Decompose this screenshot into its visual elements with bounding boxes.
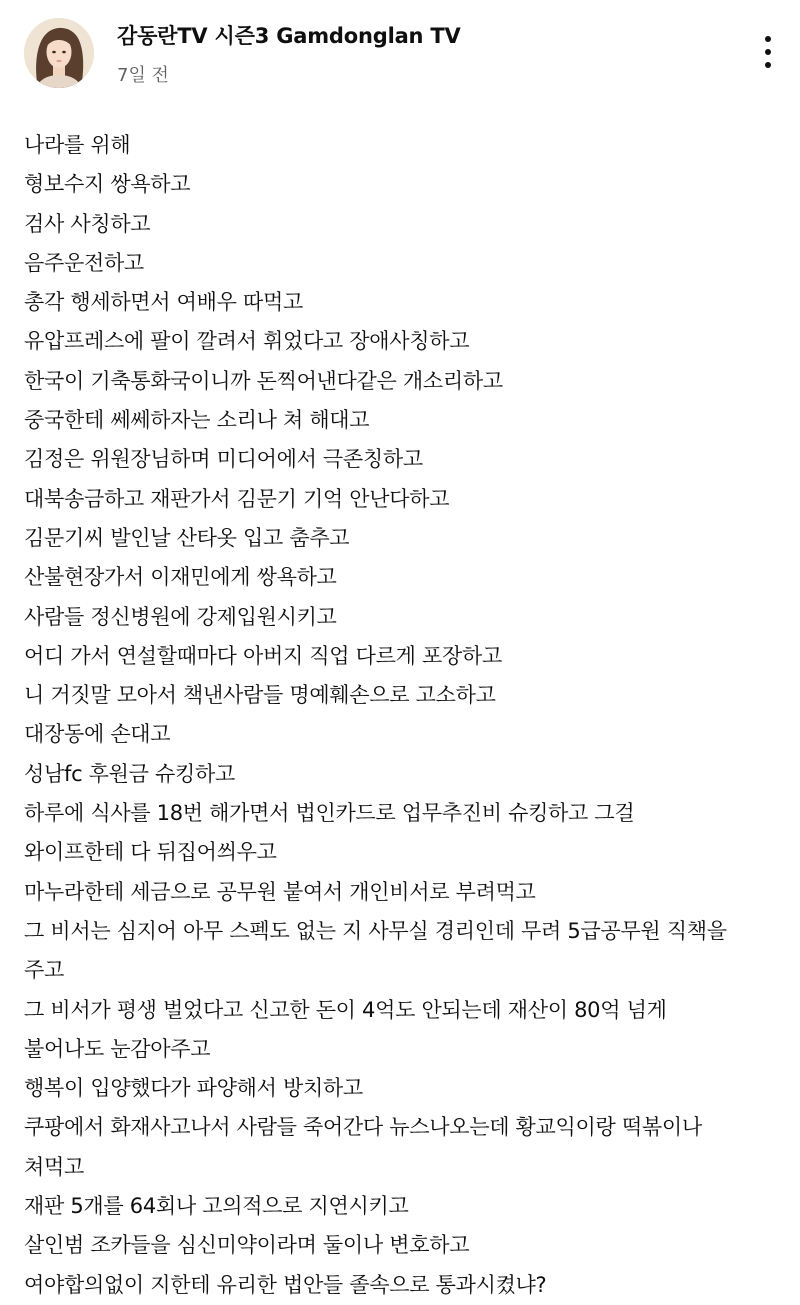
post-text-line: 김정은 위원장님하며 미디어에서 극존칭하고 [24,447,423,472]
more-options-icon-dot [765,62,771,68]
post-text-line: 음주운전하고 [24,250,144,275]
post-text-line: 유압프레스에 팔이 깔려서 휘었다고 장애사칭하고 [24,329,470,354]
post-text-line: 사람들 정신병원에 강제입원시키고 [24,604,337,629]
post-body [24,126,784,1305]
post-text-line: 와이프한테 다 뒤집어씌우고 [24,840,277,865]
post-text-line: 여야합의없이 지한테 유리한 법안들 졸속으로 통과시켰냐? [24,1272,547,1297]
post-text-line: 중국한테 쎄쎄하자는 소리나 쳐 해대고 [24,408,370,433]
post-text-line: 불어나도 눈감아주고 [24,1036,211,1061]
post-text-line: 행복이 입양했다가 파양해서 방치하고 [24,1076,363,1101]
post-text-line: 형보수지 쌍욕하고 [24,172,191,197]
post-text-line: 검사 사칭하고 [24,211,151,236]
post-text-line: 쿠팡에서 화재사고나서 사람들 죽어간다 뉴스나오는데 황교익이랑 떡볶이나 [24,1115,702,1140]
post-text-line: 산불현장가서 이재민에게 쌍욕하고 [24,565,337,590]
post-text-line: 니 거짓말 모아서 책낸사람들 명예훼손으로 고소하고 [24,683,496,708]
post-header [0,0,800,110]
post-text-line: 대북송금하고 재판가서 김문기 기억 안난다하고 [24,486,450,511]
more-options-icon [765,36,771,42]
avatar-portrait-icon [24,18,94,88]
post-text-line: 마누라한테 세금으로 공무원 붙여서 개인비서로 부려먹고 [24,879,536,904]
post-text-line: 나라를 위해 [24,133,131,157]
more-options-icon-dot [765,49,771,55]
post-text-line: 성남fc 후원금 슈킹하고 [24,761,235,786]
post-text-line: 주고 [24,958,64,983]
channel-avatar[interactable] [24,18,94,88]
post-text-line: 살인범 조카들을 심신미약이라며 둘이나 변호하고 [24,1233,470,1258]
post-text-line: 한국이 기축통화국이니까 돈찍어낸다같은 개소리하고 [24,368,503,393]
post-text-line: 하루에 식사를 18번 해가면서 법인카드로 업무추진비 슈킹하고 그걸 [24,801,635,826]
post-text-line: 어디 가서 연설할때마다 아버지 직업 다르게 포장하고 [24,643,502,668]
more-options-button[interactable] [748,28,788,76]
post-text-line: 김문기씨 발인날 산타옷 입고 춤추고 [24,525,350,550]
post-text-line: 쳐먹고 [24,1154,84,1179]
post-timestamp: 7일 전 [117,65,169,86]
post-text-line: 총각 행세하면서 여배우 따먹고 [24,290,303,315]
post-text-line: 그 비서가 평생 벌었다고 신고한 돈이 4억도 안되는데 재산이 80억 넘게 [24,997,667,1022]
channel-name[interactable]: 감동란TV 시즌3 Gamdonglan TV [117,24,461,48]
post-text-line: 재판 5개를 64회나 고의적으로 지연시키고 [24,1194,409,1219]
post-text-line: 대장동에 손대고 [24,722,171,747]
post-text-line: 그 비서는 심지어 아무 스펙도 없는 지 사무실 경리인데 무려 5급공무원 직책을 [24,918,727,943]
